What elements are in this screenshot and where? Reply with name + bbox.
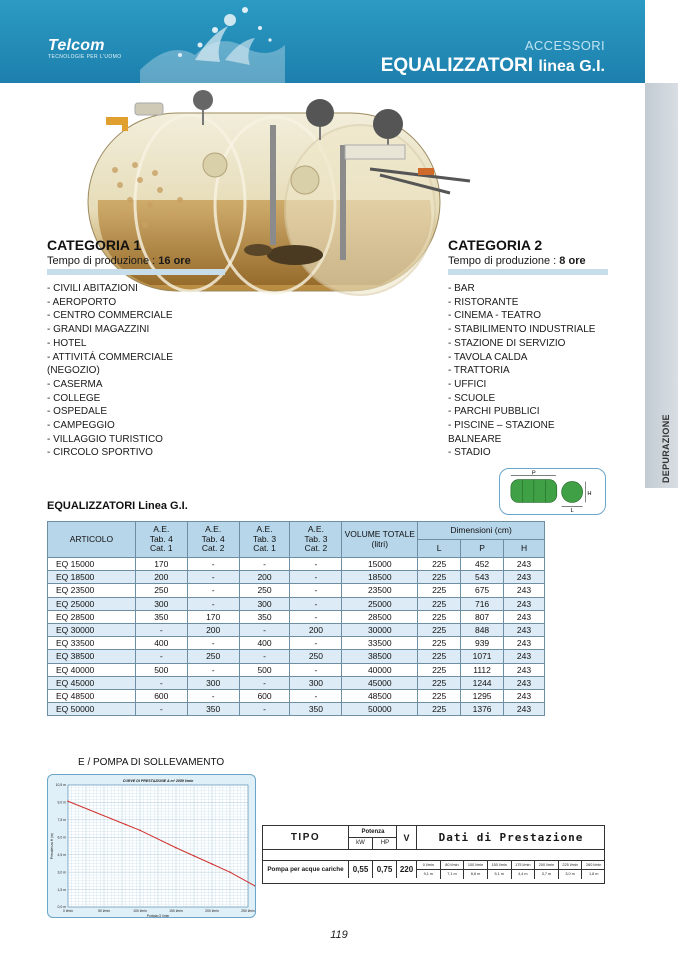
- table-cell: 500: [239, 663, 290, 676]
- table-cell: 225: [418, 623, 461, 636]
- table-cell: 243: [504, 558, 545, 571]
- list-item: - CASERMA: [47, 378, 103, 390]
- list-item: - HOTEL: [47, 337, 87, 349]
- categoria-2: [448, 237, 608, 460]
- header-ae-tab3-cat1: A.E. Tab. 3 Cat. 1: [239, 522, 290, 558]
- table-cell: 350: [290, 703, 342, 716]
- categoria-1-divider: [47, 269, 225, 275]
- table-cell: 452: [461, 558, 504, 571]
- table-cell: 18500: [342, 571, 418, 584]
- x-tick-label: 250 l/min: [241, 909, 255, 913]
- table-cell: -: [135, 676, 187, 689]
- table-cell: 543: [461, 571, 504, 584]
- x-tick-label: 150 l/min: [169, 909, 183, 913]
- data-point: [193, 855, 195, 857]
- table-cell: -: [239, 558, 290, 571]
- y-tick-label: 1,5 m: [57, 887, 66, 892]
- categoria-1: [47, 237, 225, 460]
- list-item: - GRANDI MAGAZZINI: [47, 324, 150, 336]
- dim-l-label: L: [570, 508, 574, 515]
- table-cell: 675: [461, 584, 504, 597]
- dim-tank-front: [562, 481, 583, 502]
- table-cell: -: [290, 610, 342, 623]
- list-item: - STABILIMENTO INDUSTRIALE: [448, 324, 596, 336]
- table-cell: 225: [418, 571, 461, 584]
- categoria-1-list: [47, 282, 225, 460]
- table-title: EQUALIZZATORI Linea G.I.: [47, 500, 188, 512]
- table-row: [48, 703, 545, 716]
- pump-header-potenza: [349, 826, 397, 850]
- cell-articolo: EQ 23500: [48, 584, 136, 597]
- header-ae-tab3-cat2: A.E. Tab. 3 Cat. 2: [290, 522, 342, 558]
- table-cell: -: [135, 650, 187, 663]
- cell-articolo: EQ 40000: [48, 663, 136, 676]
- water-splash-graphic: [100, 0, 290, 83]
- categoria-1-title: CATEGORIA 1: [47, 237, 142, 253]
- table-cell: 28500: [342, 610, 418, 623]
- table-cell: 250: [290, 650, 342, 663]
- table-cell: 400: [135, 637, 187, 650]
- y-tick-label: 10,5 m: [55, 783, 66, 788]
- table-cell: -: [239, 623, 290, 636]
- pump-table: [262, 825, 605, 884]
- chart-title: CURVE DI PRESTAZIONE A m³ 2059 l/min: [122, 779, 194, 783]
- data-point: [139, 830, 141, 832]
- table-cell: 350: [135, 610, 187, 623]
- table-cell: 1112: [461, 663, 504, 676]
- list-item: - CINEMA - TEATRO: [448, 310, 541, 322]
- table-cell: 243: [504, 571, 545, 584]
- table-cell: 200: [290, 623, 342, 636]
- table-cell: 1071: [461, 650, 504, 663]
- table-cell: 350: [187, 703, 239, 716]
- pump-kw: 0,55: [349, 860, 373, 878]
- table-row: [48, 663, 545, 676]
- table-cell: 243: [504, 610, 545, 623]
- list-item: - CIVILI ABITAZIONI: [47, 283, 138, 294]
- pump-voltage: 220: [397, 860, 417, 878]
- table-cell: 225: [418, 663, 461, 676]
- cell-articolo: EQ 18500: [48, 571, 136, 584]
- table-cell: -: [187, 637, 239, 650]
- table-cell: 30000: [342, 623, 418, 636]
- pump-header-hp: HP: [380, 840, 390, 846]
- table-cell: -: [187, 663, 239, 676]
- list-item: - UFFICI: [448, 378, 487, 390]
- table-cell: 48500: [342, 689, 418, 702]
- table-row: [48, 650, 545, 663]
- table-cell: 200: [187, 623, 239, 636]
- x-tick-label: 50 l/min: [98, 909, 110, 913]
- section-label: ACCESSORI: [524, 38, 605, 53]
- list-item: - CENTRO COMMERCIALE: [47, 310, 173, 322]
- list-item: - ATTIVITÁ COMMERCIALE (NEGOZIO): [47, 351, 173, 377]
- categoria-2-title: CATEGORIA 2: [448, 237, 543, 253]
- pump-name: Pompa per acque cariche: [263, 860, 349, 878]
- data-point: [125, 824, 127, 826]
- table-cell: 300: [135, 597, 187, 610]
- data-point: [67, 800, 69, 802]
- brand-tagline: TECNOLOGIE PER L'UOMO: [48, 54, 122, 60]
- data-point: [211, 863, 213, 865]
- y-tick-label: 7,5 m: [57, 818, 66, 823]
- table-row: [48, 689, 545, 702]
- table-cell: 225: [418, 584, 461, 597]
- list-item: - PISCINE – STAZIONE BALNEARE: [448, 420, 555, 445]
- table-cell: 1376: [461, 703, 504, 716]
- list-item: - COLLEGE: [47, 392, 101, 404]
- list-item: - BAR: [448, 283, 475, 294]
- table-row: [48, 623, 545, 636]
- table-row: [48, 571, 545, 584]
- categoria-2-list: [448, 282, 608, 460]
- categoria-2-prod-label: Tempo di produzione :: [448, 255, 557, 267]
- pump-header-dati: Dati di Prestazione: [417, 826, 605, 850]
- table-cell: 243: [504, 637, 545, 650]
- table-row: [48, 676, 545, 689]
- table-cell: -: [135, 703, 187, 716]
- dim-h-label: H: [587, 490, 592, 497]
- page-title-main: EQUALIZZATORI: [380, 55, 534, 76]
- table-cell: -: [135, 623, 187, 636]
- table-cell: -: [290, 597, 342, 610]
- data-point: [229, 871, 231, 873]
- table-cell: 200: [239, 571, 290, 584]
- cell-articolo: EQ 50000: [48, 703, 136, 716]
- table-cell: 45000: [342, 676, 418, 689]
- pump-header-tipo: TIPO: [263, 826, 349, 850]
- table-cell: 400: [239, 637, 290, 650]
- table-cell: 225: [418, 676, 461, 689]
- data-point: [254, 885, 256, 887]
- categoria-2-divider: [448, 269, 608, 275]
- list-item: - CAMPEGGIO: [47, 420, 115, 432]
- table-cell: -: [290, 663, 342, 676]
- table-cell: -: [290, 571, 342, 584]
- x-tick-label: 200 l/min: [205, 909, 219, 913]
- table-cell: 243: [504, 703, 545, 716]
- table-cell: 600: [239, 689, 290, 702]
- table-cell: 243: [504, 663, 545, 676]
- table-cell: 243: [504, 584, 545, 597]
- pump-perf-cell: 0 l/min 9,1 m: [417, 861, 441, 879]
- cell-articolo: EQ 30000: [48, 623, 136, 636]
- dimensions-diagram: [499, 468, 606, 515]
- table-cell: 25000: [342, 597, 418, 610]
- table-cell: 300: [239, 597, 290, 610]
- pump-header-kw: kW: [349, 838, 373, 850]
- categoria-1-prod-label: Tempo di produzione :: [47, 255, 156, 267]
- table-cell: -: [187, 558, 239, 571]
- table-cell: 250: [135, 584, 187, 597]
- pump-curve-chart: [47, 774, 256, 918]
- side-tab: [645, 83, 678, 488]
- y-tick-label: 0,0 m: [57, 905, 66, 910]
- table-cell: 40000: [342, 663, 418, 676]
- page-number: 119: [330, 929, 348, 941]
- pump-perf-cell: 200 l/min 3,7 m: [535, 861, 559, 879]
- pump-perf-cell: 150 l/min 5,1 m: [488, 861, 512, 879]
- table-cell: 939: [461, 637, 504, 650]
- table-cell: -: [290, 558, 342, 571]
- table-cell: 225: [418, 597, 461, 610]
- table-cell: 243: [504, 623, 545, 636]
- table-cell: -: [239, 703, 290, 716]
- table-row: [48, 637, 545, 650]
- header-dimensioni: Dimensioni (cm): [418, 522, 545, 540]
- categoria-2-production: [448, 255, 608, 267]
- header-p: P: [461, 540, 504, 558]
- categoria-2-prod-value: 8 ore: [559, 255, 586, 267]
- table-cell: 170: [135, 558, 187, 571]
- table-cell: 807: [461, 610, 504, 623]
- list-item: - VILLAGGIO TURISTICO: [47, 433, 163, 445]
- y-tick-label: 3,0 m: [57, 870, 66, 875]
- cell-articolo: EQ 48500: [48, 689, 136, 702]
- table-cell: 33500: [342, 637, 418, 650]
- dim-p-label: P: [531, 470, 536, 477]
- table-cell: 243: [504, 650, 545, 663]
- list-item: - CIRCOLO SPORTIVO: [47, 447, 153, 459]
- categoria-1-prod-value: 16 ore: [158, 255, 191, 267]
- side-tab-label: DEPURAZIONE: [661, 414, 671, 483]
- y-tick-label: 4,5 m: [57, 852, 66, 857]
- table-cell: 15000: [342, 558, 418, 571]
- pump-performance-grid: [417, 860, 605, 878]
- list-item: - STAZIONE DI SERVIZIO: [448, 337, 566, 349]
- table-cell: 1244: [461, 676, 504, 689]
- table-cell: 250: [239, 584, 290, 597]
- pump-perf-cell: 225 l/min 3,0 m: [559, 861, 583, 879]
- header-ae-tab4-cat1: A.E. Tab. 4 Cat. 1: [135, 522, 187, 558]
- list-item: - STADIO: [448, 447, 491, 459]
- pump-perf-cell: 175 l/min 4,4 m: [512, 861, 536, 879]
- table-row: [48, 610, 545, 623]
- cell-articolo: EQ 33500: [48, 637, 136, 650]
- page-title-sub: linea G.I.: [538, 58, 605, 75]
- x-axis-label: Portata Q l/min: [146, 914, 170, 918]
- cell-articolo: EQ 38500: [48, 650, 136, 663]
- equalizzatori-table: [47, 521, 545, 716]
- table-cell: 243: [504, 676, 545, 689]
- y-tick-label: 6,0 m: [57, 835, 66, 840]
- x-tick-label: 100 l/min: [133, 909, 147, 913]
- pump-perf-cell: 260 l/min 1,8 m: [582, 861, 605, 879]
- pump-header-v: V: [397, 826, 417, 850]
- table-cell: 225: [418, 703, 461, 716]
- table-cell: 50000: [342, 703, 418, 716]
- pump-curve-svg: [48, 775, 256, 918]
- list-item: - TAVOLA CALDA: [448, 351, 528, 363]
- table-cell: -: [290, 637, 342, 650]
- list-item: - PARCHI PUBBLICI: [448, 406, 540, 418]
- list-item: - OSPEDALE: [47, 406, 108, 418]
- table-cell: -: [187, 584, 239, 597]
- table-cell: -: [290, 584, 342, 597]
- table-cell: 170: [187, 610, 239, 623]
- pump-header-potenza-label: Potenza: [349, 827, 397, 838]
- header-articolo: ARTICOLO: [48, 522, 136, 558]
- data-point: [175, 847, 177, 849]
- table-cell: 225: [418, 637, 461, 650]
- cell-articolo: EQ 28500: [48, 610, 136, 623]
- table-cell: -: [239, 650, 290, 663]
- header-volume: VOLUME TOTALE (litri): [342, 522, 418, 558]
- table-cell: 243: [504, 597, 545, 610]
- table-cell: 225: [418, 610, 461, 623]
- header-banner: [0, 0, 645, 83]
- x-tick-label: 0 l/min: [63, 909, 73, 913]
- list-item: - AEROPORTO: [47, 296, 117, 308]
- table-cell: 716: [461, 597, 504, 610]
- table-row: [48, 558, 545, 571]
- table-cell: 500: [135, 663, 187, 676]
- table-cell: 225: [418, 689, 461, 702]
- brand-logo: Telcom: [48, 37, 105, 54]
- pompa-title: E / POMPA DI SOLLEVAMENTO: [78, 757, 225, 768]
- table-cell: -: [290, 689, 342, 702]
- table-cell: 1295: [461, 689, 504, 702]
- pump-perf-cell: 80 l/min 7,1 m: [441, 861, 465, 879]
- list-item: - SCUOLE: [448, 392, 496, 404]
- table-cell: 225: [418, 558, 461, 571]
- table-cell: 243: [504, 689, 545, 702]
- page-title: [381, 55, 605, 77]
- pump-perf-cell: 100 l/min 6,6 m: [464, 861, 488, 879]
- table-cell: 848: [461, 623, 504, 636]
- table-row: [48, 597, 545, 610]
- table-cell: 600: [135, 689, 187, 702]
- table-cell: -: [187, 689, 239, 702]
- table-cell: 23500: [342, 584, 418, 597]
- categoria-1-production: [47, 255, 225, 267]
- cell-articolo: EQ 45000: [48, 676, 136, 689]
- list-item: - RISTORANTE: [448, 296, 519, 308]
- table-cell: -: [187, 571, 239, 584]
- cell-articolo: EQ 15000: [48, 558, 136, 571]
- table-cell: 300: [187, 676, 239, 689]
- table-cell: 225: [418, 650, 461, 663]
- header-l: L: [418, 540, 461, 558]
- table-cell: -: [239, 676, 290, 689]
- header-h: H: [504, 540, 545, 558]
- table-cell: 300: [290, 676, 342, 689]
- y-tick-label: 9,0 m: [57, 800, 66, 805]
- header-ae-tab4-cat2: A.E. Tab. 4 Cat. 2: [187, 522, 239, 558]
- y-axis-label: Prevalenza H (m): [50, 832, 54, 860]
- pump-hp: 0,75: [373, 860, 397, 878]
- table-cell: 350: [239, 610, 290, 623]
- list-item: - TRATTORIA: [448, 365, 510, 377]
- table-cell: -: [187, 597, 239, 610]
- table-row: [48, 584, 545, 597]
- table-cell: 38500: [342, 650, 418, 663]
- cell-articolo: EQ 25000: [48, 597, 136, 610]
- table-cell: 200: [135, 571, 187, 584]
- table-cell: 250: [187, 650, 239, 663]
